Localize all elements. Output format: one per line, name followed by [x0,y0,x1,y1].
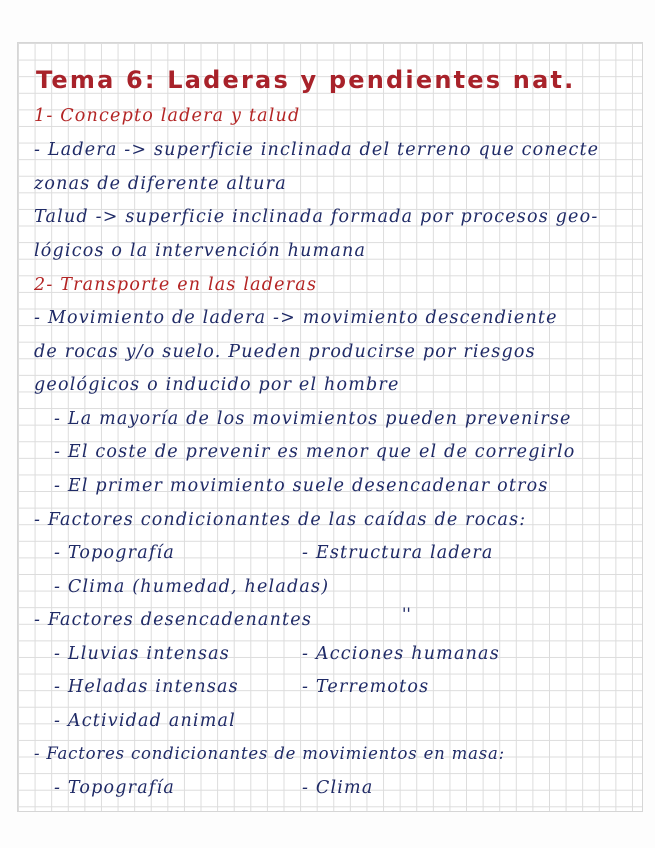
text-line: Talud -> superficie inclinada formada por procesos geo- [34,207,599,227]
section-heading-transporte: 2- Transporte en las laderas [34,275,318,295]
list-item: - Clima [302,778,374,798]
text-line: geológicos o inducido por el hombre [34,375,400,395]
text-line: de rocas y/o suelo. Pueden producirse por riesgos [34,342,536,362]
text-line: - Movimiento de ladera -> movimiento descendiente [34,308,558,328]
section-heading-concepto: 1- Concepto ladera y talud [34,106,301,126]
list-item: - Topografía [54,778,175,798]
list-item: - El primer movimiento suele desencadenar otros [54,476,549,496]
text-line: lógicos o la intervención humana [34,241,367,261]
list-item: - Heladas intensas [54,677,239,697]
text-line: - Factores condicionantes de movimientos en masa: [34,744,505,763]
list-item: - Estructura ladera [302,543,494,563]
text-line: - Factores condicionantes de las caídas de rocas: [34,510,527,530]
ditto-mark: '' [402,604,411,623]
text-line: - Factores desencadenantes [34,610,313,630]
list-item: - Acciones humanas [302,644,500,664]
list-item: - Lluvias intensas [54,644,230,664]
text-line: zonas de diferente altura [34,174,287,194]
text-line: - Ladera -> superficie inclinada del terreno que conecte [34,140,600,160]
list-item: - Topografía [54,543,175,563]
list-item: - La mayoría de los movimientos pueden prevenirse [54,409,572,429]
list-item: - Actividad animal [54,711,236,731]
list-item: - El coste de prevenir es menor que el de corregirlo [54,442,576,462]
page-title: Tema 6: Laderas y pendientes nat. [36,66,576,94]
list-item: - Clima (humedad, heladas) [54,577,330,597]
list-item: - Terremotos [302,677,430,697]
